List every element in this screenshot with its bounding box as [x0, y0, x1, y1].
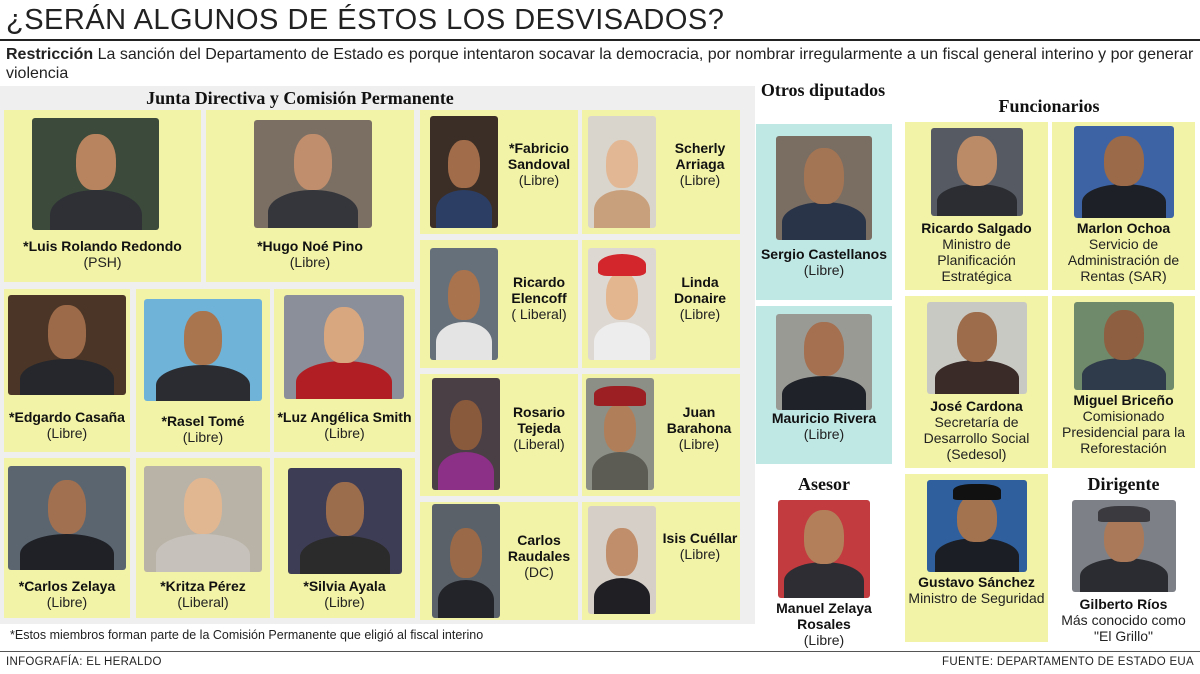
portrait-photo: [588, 116, 656, 228]
member-name: Scherly Arriaga: [674, 140, 726, 172]
credit-infografia: INFOGRAFÍA: EL HERALDO: [6, 656, 162, 668]
member-party: (Libre): [678, 436, 720, 452]
member-name: Sergio Castellanos: [760, 246, 888, 262]
deputy-card: [420, 110, 578, 234]
official-name: José Cardona: [930, 398, 1023, 414]
member-name: *Hugo Noé Pino: [257, 238, 363, 254]
credit-fuente: FUENTE: DEPARTAMENTO DE ESTADO EUA: [942, 656, 1194, 668]
junta-card: [136, 289, 270, 452]
official-name: Ricardo Salgado: [921, 220, 1032, 236]
member-name: Linda Donaire: [673, 274, 727, 306]
official-role: Ministro de Seguridad: [908, 590, 1045, 606]
member-name: *Kritza Pérez: [160, 578, 246, 594]
official-card: [905, 122, 1048, 290]
official-card: [905, 296, 1048, 468]
deputy-card: [582, 374, 740, 496]
portrait-photo: [432, 504, 500, 618]
portrait-photo: [588, 248, 656, 360]
section-heading-funcionarios: Funcionarios: [998, 96, 1100, 116]
section-heading-junta: Junta Directiva y Comisión Permanente: [146, 88, 454, 108]
member-name: Manuel Zelaya Rosales: [776, 600, 872, 632]
member-party: (Libre): [803, 262, 845, 278]
portrait-photo: [1074, 126, 1174, 218]
portrait-photo: [432, 378, 500, 490]
member-name: *Edgardo Casaña: [9, 409, 125, 425]
junta-card: [136, 458, 270, 618]
member-party: ( Liberal): [511, 306, 567, 322]
deputy-card: [756, 124, 892, 300]
member-party: (Liberal): [177, 594, 229, 610]
member-name: *Silvia Ayala: [303, 578, 386, 594]
section-heading-dirigente: Dirigente: [1087, 474, 1160, 494]
member-name: Mauricio Rivera: [771, 410, 877, 426]
member-party: (Libre): [679, 306, 721, 322]
member-party: (DC): [524, 564, 554, 580]
member-name: Isis Cuéllar: [662, 530, 738, 546]
portrait-photo: [776, 136, 872, 240]
member-party: (Libre): [518, 172, 560, 188]
member-party: (PSH): [83, 254, 122, 270]
member-party: (Libre): [324, 594, 365, 610]
junta-card: [4, 458, 130, 618]
portrait-photo: [8, 466, 126, 570]
official-card: [1052, 296, 1195, 468]
member-party: (Libre): [324, 425, 365, 441]
portrait-photo: [254, 120, 372, 228]
junta-card: [206, 110, 414, 282]
official-card: [905, 474, 1048, 642]
portrait-photo: [288, 468, 402, 574]
member-party: (Libre): [679, 546, 721, 562]
deputy-card: [582, 110, 740, 234]
member-name: *Rasel Tomé: [161, 413, 245, 429]
member-name: *Carlos Zelaya: [18, 578, 116, 594]
portrait-photo: [927, 302, 1027, 394]
advisor-card: [756, 496, 892, 650]
official-role: Comisionado Presidencial para la Reforestación: [1062, 408, 1185, 456]
member-name: *Luz Angélica Smith: [277, 409, 412, 425]
portrait-photo: [586, 378, 654, 490]
junta-card: [4, 110, 201, 282]
portrait-photo: [931, 128, 1023, 216]
official-card: [1052, 122, 1195, 290]
official-name: Gustavo Sánchez: [918, 574, 1035, 590]
portrait-photo: [588, 506, 656, 614]
member-name: *Luis Rolando Redondo: [23, 238, 182, 254]
member-party: (Liberal): [513, 436, 565, 452]
member-name: Carlos Raudales: [507, 532, 571, 564]
member-party: (Libre): [182, 429, 224, 445]
portrait-photo: [8, 295, 126, 395]
portrait-photo: [144, 299, 262, 401]
portrait-photo: [1072, 500, 1176, 592]
leader-role: Más conocido como "El Grillo": [1061, 612, 1186, 644]
deputy-card: [420, 502, 578, 620]
member-name: *Fabricio Sandoval: [507, 140, 571, 172]
junta-card: [274, 458, 415, 618]
portrait-photo: [284, 295, 404, 399]
section-heading-otros: Otros diputados: [760, 80, 886, 100]
member-party: (Libre): [803, 632, 845, 648]
portrait-photo: [778, 500, 870, 598]
deputy-card: [582, 502, 740, 620]
portrait-photo: [927, 480, 1027, 572]
deputy-card: [420, 240, 578, 368]
title-divider: [0, 39, 1200, 41]
member-name: Juan Barahona: [666, 404, 732, 436]
official-name: Miguel Briceño: [1073, 392, 1174, 408]
portrait-photo: [430, 116, 498, 228]
leader-card: [1052, 496, 1195, 646]
junta-card: [274, 289, 415, 452]
official-name: Marlon Ochoa: [1076, 220, 1171, 236]
member-party: (Libre): [679, 172, 721, 188]
official-role: Secretaría de Desarrollo Social (Sedesol): [923, 414, 1030, 462]
section-heading-asesor: Asesor: [798, 474, 850, 494]
member-name: Ricardo Elencoff: [511, 274, 567, 306]
page-title: ¿SERÁN ALGUNOS DE ÉSTOS LOS DESVISADOS?: [6, 4, 725, 36]
deputy-card: [420, 374, 578, 496]
deputy-card: [756, 306, 892, 464]
member-party: (Libre): [46, 425, 88, 441]
portrait-photo: [32, 118, 159, 230]
official-role: Servicio de Administración de Rentas (SAR): [1067, 236, 1180, 284]
junta-card: [4, 289, 130, 452]
leader-name: Gilberto Ríos: [1079, 596, 1168, 612]
member-party: (Libre): [289, 254, 331, 270]
member-name: Rosario Tejeda: [512, 404, 566, 436]
intro-text: La sanción del Departamento de Estado es porque intentaron socavar la democracia, por nombrar irregularmente a un fiscal general interino y por generar violencia: [6, 46, 1194, 82]
member-party: (Libre): [803, 426, 845, 442]
portrait-photo: [1074, 302, 1174, 390]
portrait-photo: [430, 248, 498, 360]
portrait-photo: [776, 314, 872, 410]
member-party: (Libre): [46, 594, 88, 610]
official-role: Ministro de Planificación Estratégica: [937, 236, 1016, 284]
footnote: *Estos miembros forman parte de la Comisión Permanente que eligió al fiscal interino: [10, 628, 484, 642]
deputy-card: [582, 240, 740, 368]
footer-divider: [0, 651, 1200, 652]
intro-lead: Restricción: [6, 46, 94, 63]
portrait-photo: [144, 466, 262, 572]
intro-paragraph: [6, 45, 1194, 83]
